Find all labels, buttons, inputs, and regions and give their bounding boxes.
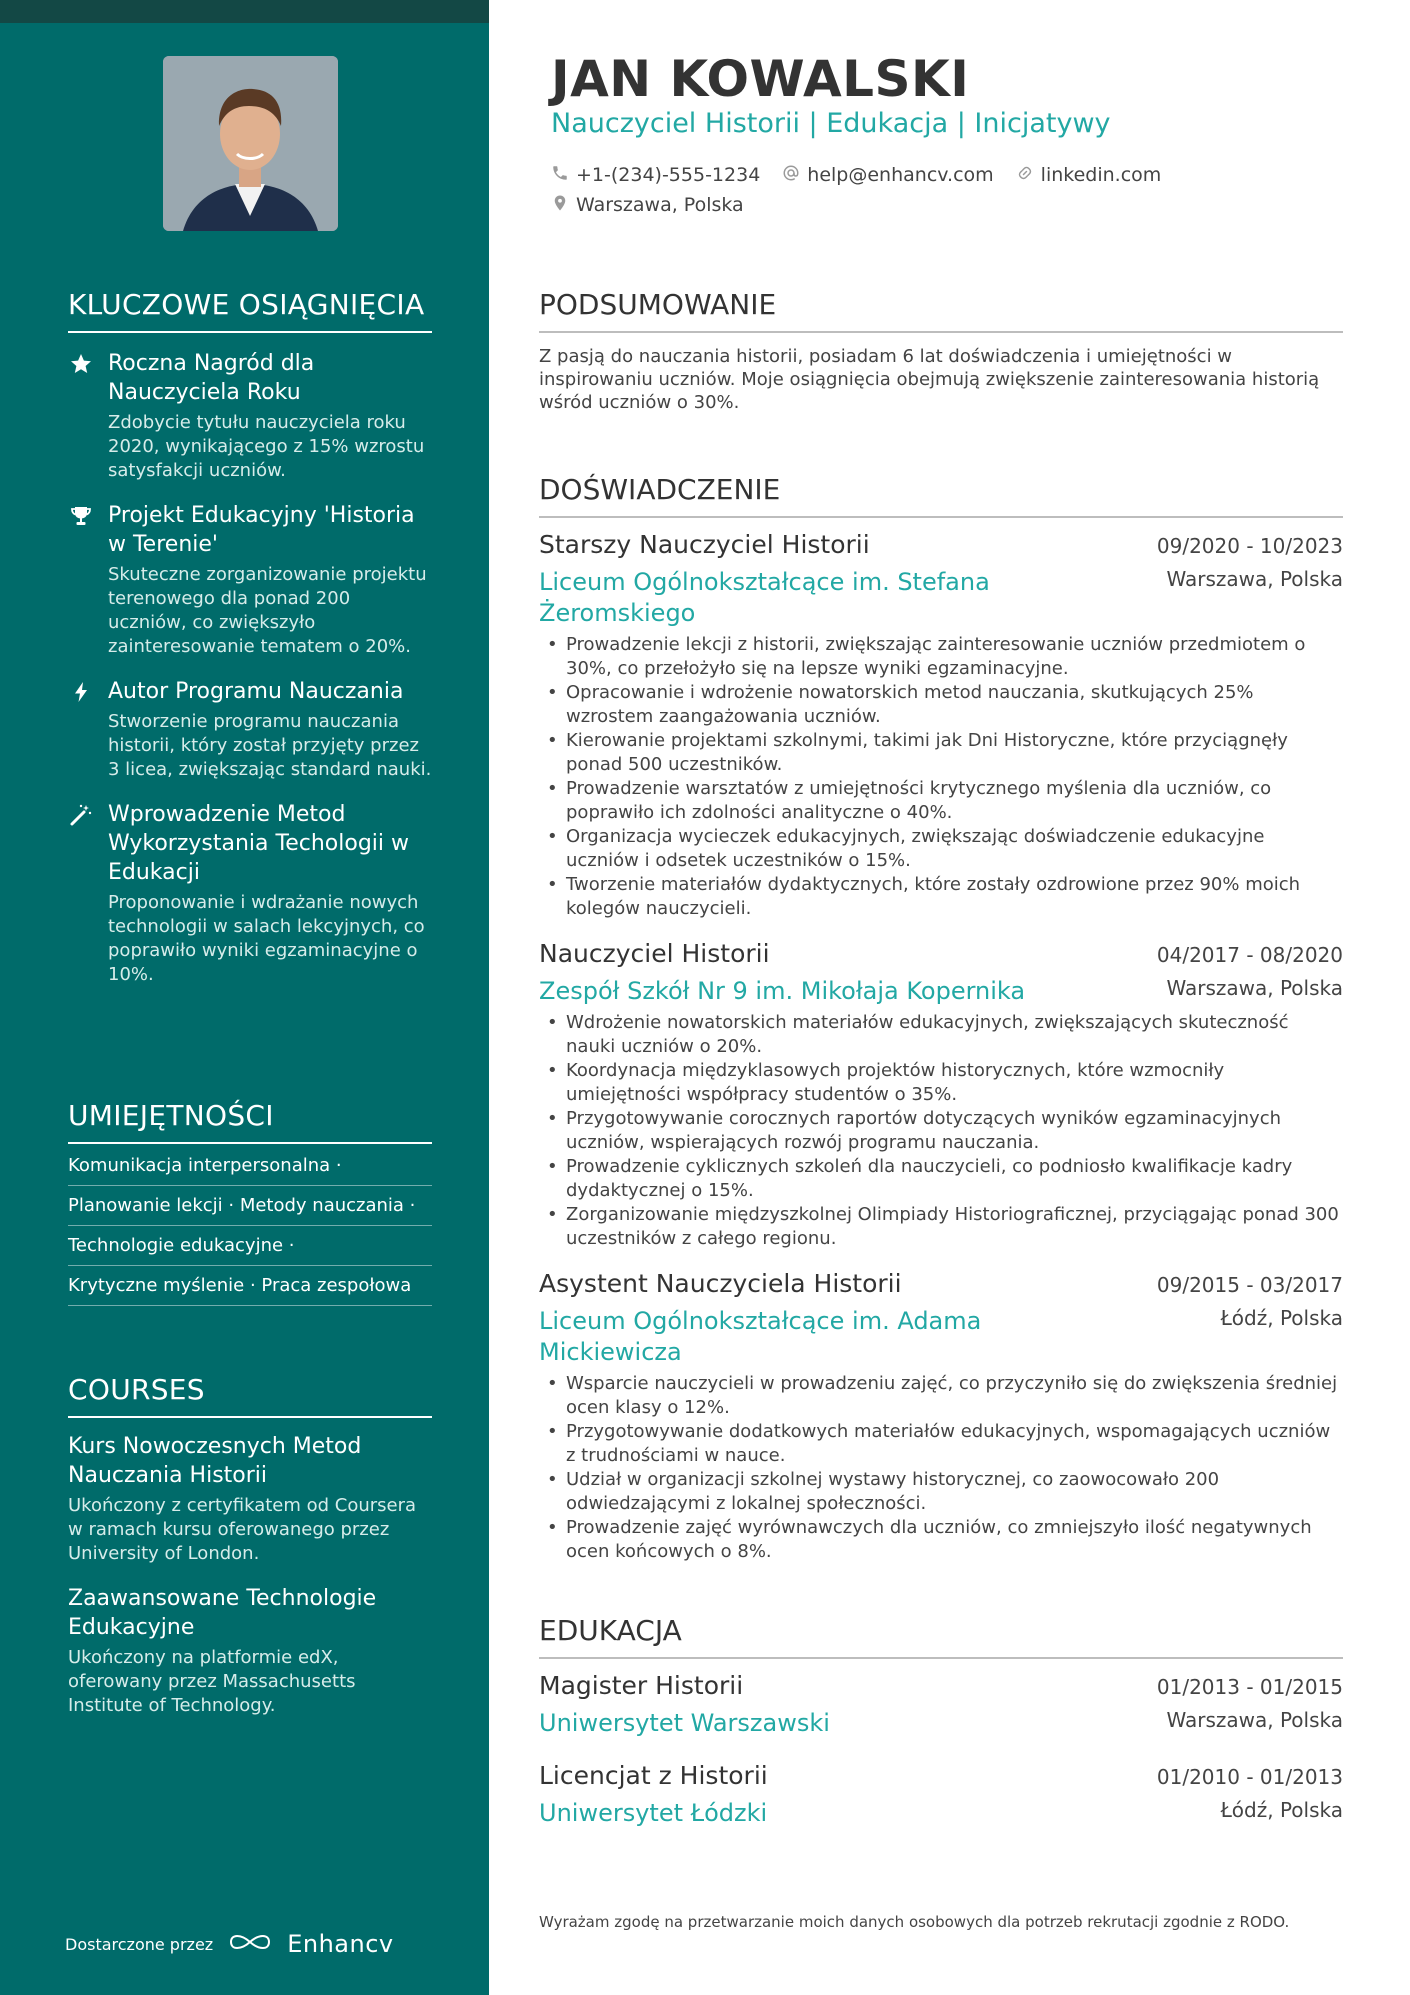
job-bullet: • Prowadzenie cyklicznych szkoleń dla nauczycieli, co podniosło kwalifikacje kadry dydaktycznej o 15%. — [539, 1155, 1343, 1203]
job-company: Liceum Ogólnokształcące im. Stefana Żeromskiego — [539, 568, 990, 627]
job-dates: 09/2015 - 03/2017 — [1156, 1273, 1343, 1297]
achievement-item — [68, 800, 432, 987]
summary-text: Z pasją do nauczania historii, posiadam 6 lat doświadczenia i umiejętności w inspirowaniu uczniów. Moje osiągnięcia obejmują zwiększenie zainteresowania historią wśród uczniów o 30%. — [539, 346, 1320, 413]
job-location: Warszawa, Polska — [1166, 976, 1343, 1000]
sidebar-top-bar — [0, 0, 489, 23]
brand-name: Enhancv — [287, 1930, 394, 1958]
courses-section — [68, 1373, 432, 1718]
courses-title: COURSES — [68, 1373, 432, 1418]
achievements-title: KLUCZOWE OSIĄGNIĘCIA — [68, 288, 432, 333]
achievement-description: Stworzenie programu nauczania historii, który został przyjęty przez 3 licea, zwiększając standard nauki. — [108, 711, 432, 780]
job-bullet: • Prowadzenie zajęć wyrównawczych dla uczniów, co zmniejszyło ilość negatywnych ocen końcowych o 8%. — [539, 1516, 1343, 1564]
bolt-icon — [68, 679, 94, 705]
location-text: Warszawa, Polska — [576, 194, 744, 216]
contact-info — [551, 160, 1161, 220]
achievement-description: Zdobycie tytułu nauczyciela roku 2020, wynikającego z 15% wzrostu satysfakcji uczniów. — [108, 412, 425, 481]
school: Uniwersytet Łódzki — [539, 1799, 768, 1827]
job-bullet: • Zorganizowanie międzyszkolnej Olimpiady Historiograficznej, przyciągając ponad 300 uczestników z całego regionu. — [539, 1203, 1343, 1251]
achievement-item — [68, 677, 432, 782]
job-dates: 04/2017 - 08/2020 — [1156, 943, 1343, 967]
experience-section — [539, 473, 1343, 1564]
job-bullet: • Przygotowywanie corocznych raportów dotyczących wyników egzaminacyjnych uczniów, wspierających rozwój programu nauczania. — [539, 1107, 1343, 1155]
education-title: EDUKACJA — [539, 1614, 1343, 1659]
location-pin-icon — [551, 194, 569, 217]
job-bullet: • Wdrożenie nowatorskich materiałów edukacyjnych, zwiększających skuteczność nauki uczniów o 20%. — [539, 1011, 1343, 1059]
email-contact[interactable] — [782, 164, 993, 187]
degree: Licencjat z Historii — [539, 1761, 768, 1790]
course-title: Kurs Nowoczesnych Metod Nauczania Historii — [68, 1434, 362, 1488]
at-icon — [782, 164, 800, 187]
course-item — [68, 1584, 432, 1718]
achievements-section — [68, 288, 432, 987]
skills-title: UMIEJĘTNOŚCI — [68, 1099, 432, 1144]
location-contact — [551, 194, 744, 217]
sidebar — [0, 0, 489, 1995]
achievement-title: Autor Programu Nauczania — [108, 679, 404, 704]
job-bullet: • Koordynacja międzyklasowych projektów historycznych, które wzmocniły umiejętności współpracy studentów o 35%. — [539, 1059, 1343, 1107]
degree: Magister Historii — [539, 1671, 744, 1700]
job-entry — [539, 939, 1343, 1251]
course-item — [68, 1432, 432, 1566]
job-bullet: • Prowadzenie warsztatów z umiejętności krytycznego myślenia dla uczniów, co poprawiło ich zdolności analityczne o 40%. — [539, 777, 1343, 825]
job-bullet: • Udział w organizacji szkolnej wystawy historycznej, co zaowocowało 200 odwiedzającymi z lokalnej społeczności. — [539, 1468, 1343, 1516]
powered-by — [65, 1930, 394, 1958]
trophy-icon — [68, 503, 94, 529]
job-bullet: • Kierowanie projektami szkolnymi, takimi jak Dni Historyczne, które przyciągnęły ponad 500 uczestników. — [539, 729, 1343, 777]
course-title: Zaawansowane Technologie Edukacyjne — [68, 1586, 377, 1640]
education-location: Warszawa, Polska — [1166, 1708, 1343, 1732]
powered-by-label: Dostarczone przez — [65, 1934, 214, 1954]
job-location: Łódź, Polska — [1220, 1306, 1343, 1330]
skill-line: Krytyczne myślenie · Praca zespołowa — [68, 1266, 432, 1306]
consent-clause: Wyrażam zgodę na przetwarzanie moich danych osobowych dla potrzeb rekrutacji zgodnie z RODO. — [539, 1913, 1290, 1931]
education-dates: 01/2013 - 01/2015 — [1156, 1675, 1343, 1699]
job-location: Warszawa, Polska — [1166, 567, 1343, 591]
education-entry — [539, 1671, 1343, 1739]
course-description: Ukończony na platformie edX, oferowany przez Massachusetts Institute of Technology. — [68, 1647, 356, 1716]
job-company: Liceum Ogólnokształcące im. Adama Mickiewicza — [539, 1307, 982, 1366]
education-entry — [539, 1761, 1343, 1829]
phone-text: +1-(234)-555-1234 — [576, 164, 761, 186]
achievement-description: Proponowanie i wdrażanie nowych technologii w salach lekcyjnych, co poprawiło wyniki egzaminacyjne o 10%. — [108, 892, 425, 985]
skill-line: Planowanie lekcji · Metody nauczania · — [68, 1186, 432, 1226]
job-bullet: • Przygotowywanie dodatkowych materiałów edukacyjnych, wspomagających uczniów z trudnościami w nauce. — [539, 1420, 1343, 1468]
job-company: Zespół Szkół Nr 9 im. Mikołaja Kopernika — [539, 977, 1026, 1005]
star-icon — [68, 351, 94, 377]
phone-icon — [551, 164, 569, 187]
job-bullet: • Opracowanie i wdrożenie nowatorskich metod nauczania, skutkujących 25% wzrostem zaangażowania uczniów. — [539, 681, 1343, 729]
job-dates: 09/2020 - 10/2023 — [1156, 534, 1343, 558]
job-role: Nauczyciel Historii — [539, 939, 770, 968]
job-bullet: • Prowadzenie lekcji z historii, zwiększając zainteresowanie uczniów przedmiotem o 30%, co przełożyło się na lepsze wyniki egzaminacyjne. — [539, 633, 1343, 681]
education-location: Łódź, Polska — [1220, 1798, 1343, 1822]
candidate-name: JAN KOWALSKI — [551, 50, 970, 108]
experience-title: DOŚWIADCZENIE — [539, 473, 1343, 518]
school: Uniwersytet Warszawski — [539, 1709, 830, 1737]
education-dates: 01/2010 - 01/2013 — [1156, 1765, 1343, 1789]
job-bullet: • Tworzenie materiałów dydaktycznych, które zostały ozdrowione przez 90% moich kolegów nauczycieli. — [539, 873, 1343, 921]
candidate-title: Nauczyciel Historii | Edukacja | Inicjatywy — [551, 108, 1111, 139]
achievement-description: Skuteczne zorganizowanie projektu terenowego dla ponad 200 uczniów, co zwiększyło zainteresowanie tematem o 20%. — [108, 564, 427, 657]
summary-section — [539, 288, 1343, 414]
job-bullet: • Organizacja wycieczek edukacyjnych, zwiększając doświadczenie edukacyjne uczniów i odsetek uczestników o 15%. — [539, 825, 1343, 873]
phone-contact — [551, 164, 760, 187]
link-icon — [1016, 164, 1034, 187]
education-section — [539, 1614, 1343, 1829]
magic-wand-icon — [68, 802, 94, 828]
achievement-title: Wprowadzenie Metod Wykorzystania Techologii w Edukacji — [108, 802, 409, 885]
skills-section — [68, 1099, 432, 1306]
email-text: help@enhancv.com — [807, 164, 994, 186]
achievement-item — [68, 349, 432, 483]
job-entry — [539, 1269, 1343, 1564]
summary-title: PODSUMOWANIE — [539, 288, 1343, 333]
job-role: Starszy Nauczyciel Historii — [539, 530, 870, 559]
course-description: Ukończony z certyfikatem od Coursera w ramach kursu oferowanego przez University of London. — [68, 1495, 417, 1564]
achievement-title: Roczna Nagród dla Nauczyciela Roku — [108, 351, 315, 405]
achievement-title: Projekt Edukacyjny 'Historia w Terenie' — [108, 503, 415, 557]
profile-photo — [163, 56, 338, 231]
skill-line: Komunikacja interpersonalna · — [68, 1146, 432, 1186]
job-bullet: • Wsparcie nauczycieli w prowadzeniu zajęć, co przyczyniło się do zwiększenia średniej ocen klasy o 12%. — [539, 1372, 1343, 1420]
linkedin-text: linkedin.com — [1040, 164, 1162, 186]
job-entry — [539, 530, 1343, 921]
linkedin-contact[interactable] — [1016, 164, 1162, 187]
enhancv-logo-icon — [227, 1930, 273, 1958]
job-role: Asystent Nauczyciela Historii — [539, 1269, 902, 1298]
achievement-item — [68, 501, 432, 659]
skill-line: Technologie edukacyjne · — [68, 1226, 432, 1266]
